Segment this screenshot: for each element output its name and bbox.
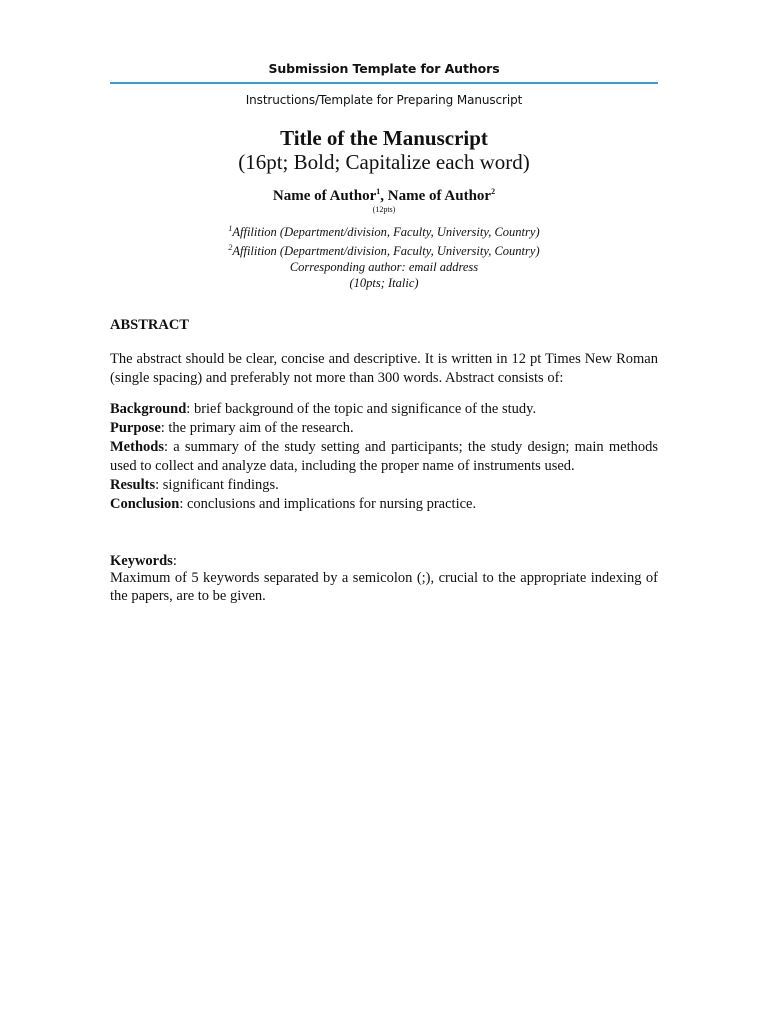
header-divider [110, 82, 658, 84]
abstract-item-purpose [110, 419, 658, 438]
affiliation-line [110, 221, 658, 240]
manuscript-title: Title of the Manuscript [280, 126, 488, 150]
author-name: Name of Author [387, 188, 492, 204]
item-text: : the primary aim of the research. [160, 420, 354, 436]
item-text: : significant findings. [155, 477, 279, 493]
author-font-note: (12pts) [372, 205, 396, 214]
affiliation-text: Affilition (Department/division, Faculty, University, Country) [232, 244, 540, 259]
author-superscript: 1 [376, 187, 381, 196]
item-text: : conclusions and implications for nursing practice. [179, 496, 477, 512]
abstract-items [110, 400, 658, 514]
affiliation-superscript: 2 [228, 243, 233, 253]
abstract-heading: ABSTRACT [110, 317, 189, 333]
abstract-intro: The abstract should be clear, concise and descriptive. It is written in 12 pt Times New Roman (single spacing) and preferably not more than 300 words. Abstract consists of: [110, 351, 658, 386]
item-label: Purpose [110, 420, 161, 436]
item-text: : brief background of the topic and significance of the study. [186, 401, 537, 417]
keywords-label: Keywords [110, 553, 173, 569]
abstract-item-conclusion [110, 495, 658, 514]
author-name: Name of Author [272, 188, 377, 204]
affiliation-block [110, 221, 658, 291]
manuscript-title-block [110, 126, 658, 174]
header-subtitle: Instructions/Template for Preparing Manuscript [245, 93, 523, 107]
item-label: Results [110, 477, 156, 493]
affiliation-font-note: (10pts; Italic) [349, 276, 419, 291]
abstract-item-results [110, 476, 658, 495]
item-label: Background [110, 401, 187, 417]
affiliation-text: Affilition (Department/division, Faculty, University, Country) [232, 225, 540, 240]
affiliation-superscript: 1 [228, 224, 233, 233]
keywords-colon: : [172, 553, 177, 569]
item-text: : a summary of the study setting and participants; the study design; main methods used to collect and analyze data, including the proper name of instruments used. [110, 439, 658, 474]
keywords-text: Maximum of 5 keywords separated by a semicolon (;), crucial to the appropriate indexing of the papers, are to be given. [110, 570, 658, 604]
item-label: Conclusion [110, 496, 180, 512]
author-superscript: 2 [491, 187, 496, 196]
author-line [110, 187, 658, 205]
affiliation-line [110, 240, 658, 259]
abstract-item-methods [110, 438, 658, 476]
item-label: Methods [110, 439, 164, 455]
manuscript-title-note: (16pt; Bold; Capitalize each word) [238, 150, 530, 174]
header-title: Submission Template for Authors [268, 61, 500, 76]
corresponding-author: Corresponding author: email address [289, 260, 479, 275]
abstract-item-background [110, 400, 658, 419]
author-separator: , [380, 188, 388, 204]
